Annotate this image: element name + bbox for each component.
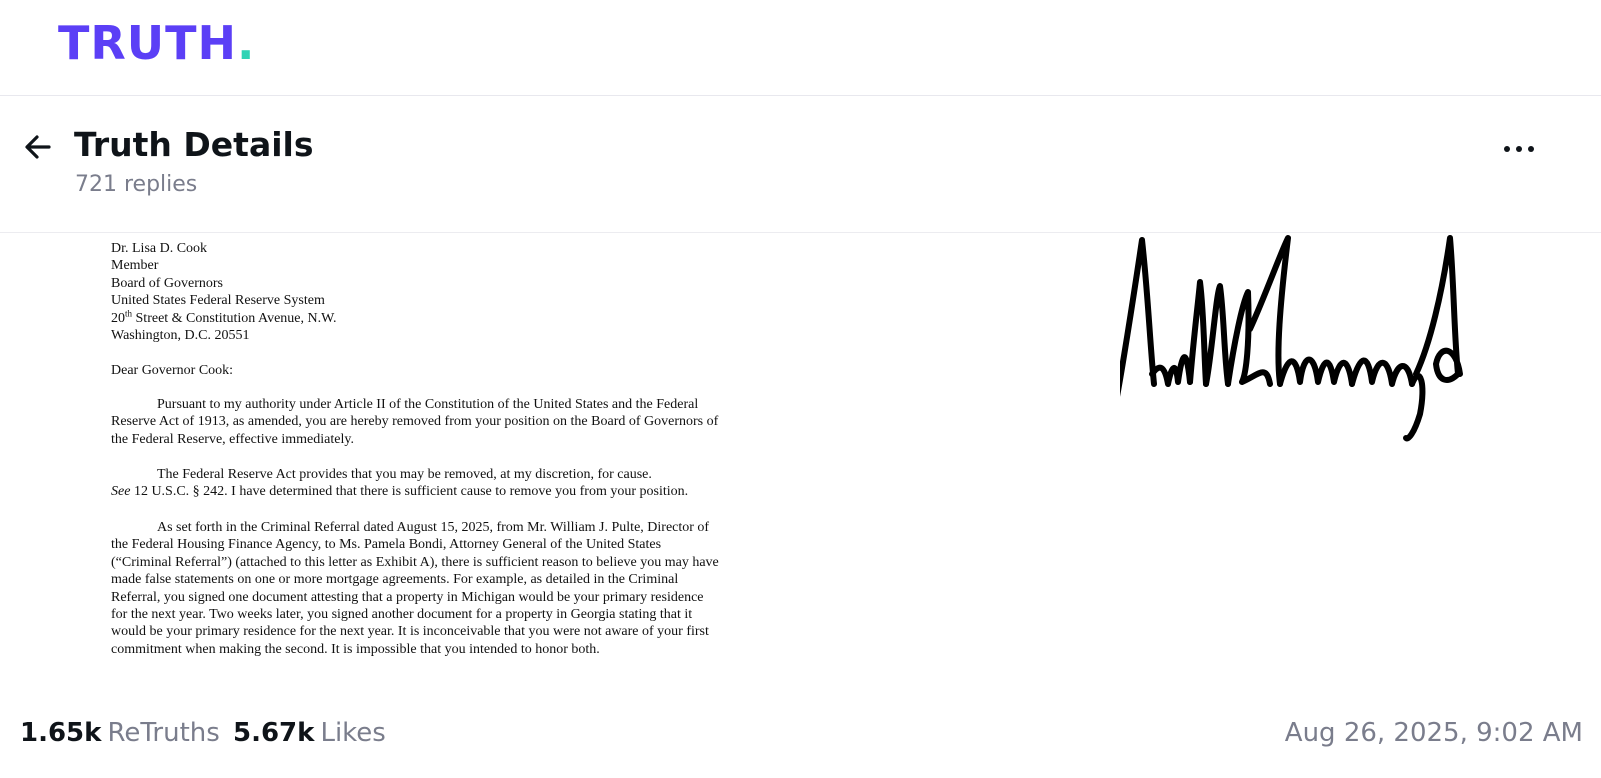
likes-count: 5.67k bbox=[233, 718, 315, 748]
letter-paragraph: As set forth in the Criminal Referral dated August 15, 2025, from Mr. William J. Pulte, Director of the Federal Housing Finance Agency, to Ms. Pamela Bondi, Attorney General of the United States (“Criminal Referral”) (attached to this letter as Exhibit A), there is sufficient reason to believe you may have made false statements on one or more mortgage agreements. For example, as detailed in the Criminal Referral, you signed one document attesting that a property in Michigan would be your primary residence for the next year. Two weeks later, you signed another document for a property in Georgia stating that it would be your primary residence for the next year. It is inconceivable that you were not aware of your first commitment when making the second. It is impossible that you intended to honor both. bbox=[111, 519, 719, 657]
address-number: 20 bbox=[111, 310, 125, 326]
replies-count[interactable]: 721 replies bbox=[75, 172, 198, 197]
address-street: Street & Constitution Avenue, N.W. bbox=[132, 310, 337, 326]
retruths-count: 1.65k bbox=[20, 718, 102, 748]
back-button[interactable] bbox=[18, 127, 58, 167]
likes-stat[interactable] bbox=[233, 716, 386, 750]
address-line: Washington, D.C. 20551 bbox=[111, 328, 250, 344]
arrow-left-icon bbox=[22, 131, 54, 163]
address-line: Dr. Lisa D. Cook bbox=[111, 241, 208, 256]
logo-dot: . bbox=[237, 16, 256, 70]
citation-signal: See bbox=[111, 484, 131, 500]
post-timestamp: Aug 26, 2025, 9:02 AM bbox=[1284, 718, 1583, 748]
page-title: Truth Details bbox=[74, 125, 314, 164]
post-header bbox=[0, 97, 1601, 233]
more-horizontal-icon-dot bbox=[1528, 146, 1534, 152]
address-line: United States Federal Reserve System bbox=[111, 293, 325, 309]
letter-paragraph bbox=[111, 466, 721, 501]
retruths-label: ReTruths bbox=[107, 718, 220, 748]
post-media-image[interactable] bbox=[0, 234, 1601, 702]
more-horizontal-icon-dot bbox=[1516, 146, 1522, 152]
letter-paragraph: Pursuant to my authority under Article II of the Constitution of the United States and the Federal Reserve Act of 1913, as amended, you are hereby removed from your position on the Board of Governors of the Federal Reserve, effective immediately. bbox=[111, 396, 719, 447]
likes-label: Likes bbox=[320, 718, 386, 748]
more-options-button[interactable] bbox=[1497, 137, 1541, 161]
truth-logo[interactable] bbox=[58, 14, 256, 72]
address-ordinal: th bbox=[125, 307, 133, 318]
paragraph-text: The Federal Reserve Act provides that you may be removed, at my discretion, for cause. bbox=[157, 467, 652, 483]
letter-address bbox=[111, 240, 721, 344]
address-line bbox=[111, 307, 721, 327]
top-bar bbox=[0, 0, 1601, 96]
address-line: Member bbox=[111, 258, 159, 274]
more-horizontal-icon bbox=[1504, 146, 1510, 152]
post-stats-bar bbox=[0, 702, 1601, 778]
address-line: Board of Governors bbox=[111, 275, 223, 291]
letter-salutation: Dear Governor Cook: bbox=[111, 363, 234, 379]
paragraph-text: 12 U.S.C. § 242. I have determined that there is sufficient cause to remove you from your position. bbox=[130, 484, 689, 500]
logo-text: TRUTH bbox=[58, 16, 238, 70]
signature-image bbox=[1120, 234, 1500, 454]
retruths-stat[interactable] bbox=[20, 716, 220, 750]
letter-document bbox=[111, 240, 721, 658]
